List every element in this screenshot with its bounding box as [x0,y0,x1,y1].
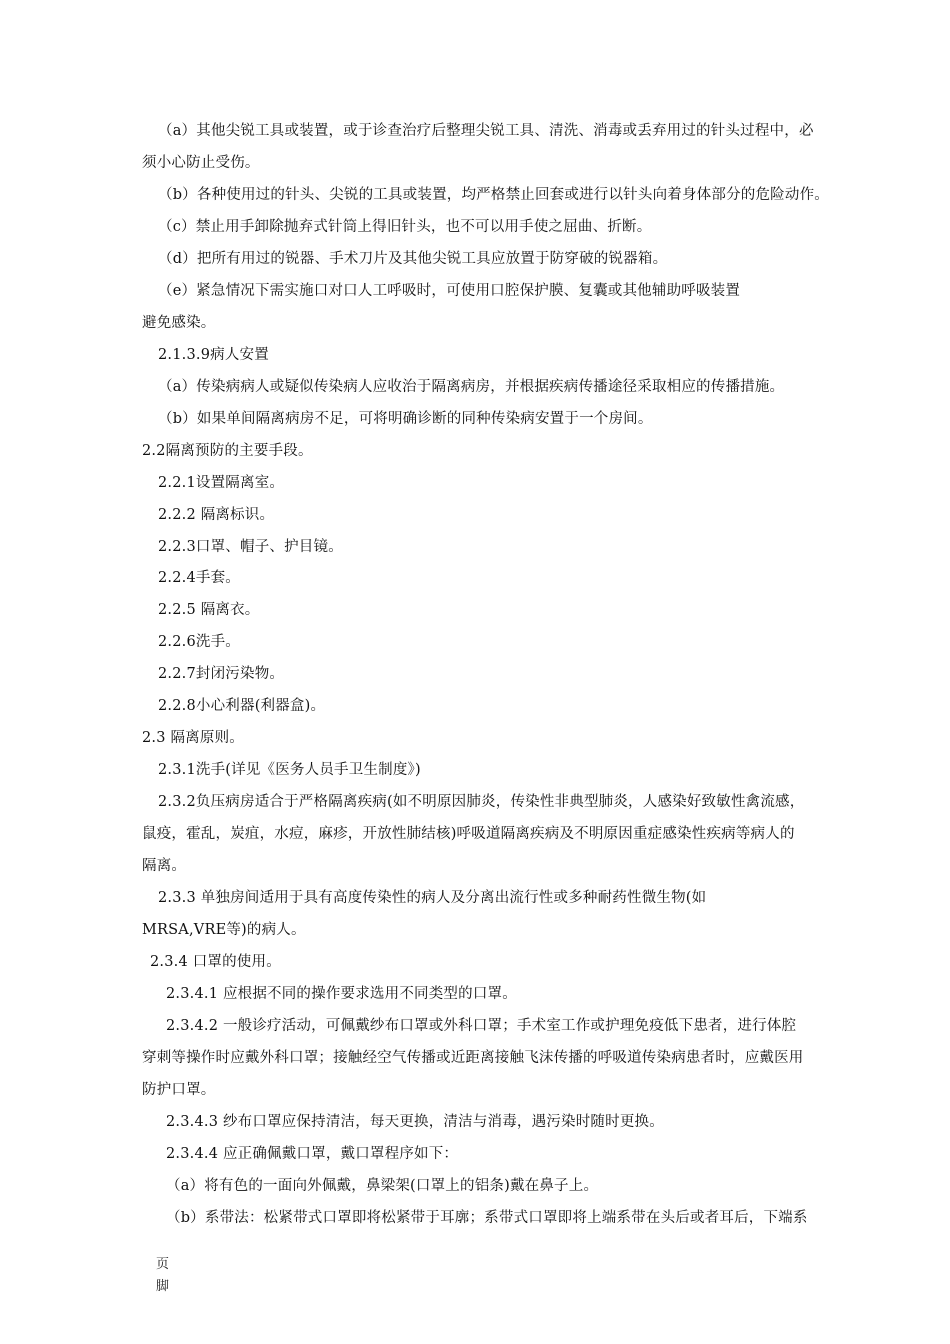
text-line: 避免感染。 [142,315,216,331]
text-line: MRSA,VRE等)的病人。 [142,922,306,938]
list-item: 2.2.7封闭污染物。 [158,666,285,682]
text-line: 鼠疫，霍乱，炭疽，水痘，麻疹，开放性肺结核)呼吸道隔离疾病及不明原因重症感染性疾病等病人的 [142,826,795,842]
list-item: 2.2.4手套。 [158,570,240,586]
text-line: 穿刺等操作时应戴外科口罩；接触经空气传播或近距离接触飞沫传播的呼吸道传染病患者时，应戴医用 [142,1050,804,1066]
text-line: 2.3.4.1 应根据不同的操作要求选用不同类型的口罩。 [166,986,517,1002]
list-item: 2.2.3口罩、帽子、护目镜。 [158,539,343,555]
text-line: 2.3.1洗手(详见《医务人员手卫生制度》) [158,762,421,778]
list-item: 2.2.6洗手。 [158,634,240,650]
text-line: 须小心防止受伤。 [142,155,260,171]
text-line: 防护口罩。 [142,1082,216,1098]
section-heading: 2.1.3.9病人安置 [158,347,269,363]
text-line: 2.3.2负压病房适合于严格隔离疾病(如不明原因肺炎，传染性非典型肺炎，人感染好致敏性禽流感， [158,794,805,810]
text-line: （a）其他尖锐工具或装置，或于诊查治疗后整理尖锐工具、清洗、消毒或丢弃用过的针头过程中，必 [158,123,814,139]
text-line: 2.3.4.2 一般诊疗活动，可佩戴纱布口罩或外科口罩；手术室工作或护理免疫低下患者，进行体腔 [166,1018,797,1034]
text-line: （b）各种使用过的针头、尖锐的工具或装置，均严格禁止回套或进行以针头向着身体部分的危险动作。 [158,187,829,203]
list-item: 2.2.1设置隔离室。 [158,475,285,491]
text-line: 2.3.4.4 应正确佩戴口罩，戴口罩程序如下： [166,1146,459,1162]
list-item: 2.2.8小心利器(利器盒)。 [158,698,326,714]
text-line: 隔离。 [142,858,187,874]
text-line: 2.3.3 单独房间适用于具有高度传染性的病人及分离出流行性或多种耐药性微生物(如 [158,890,707,906]
section-heading: 2.3.4 口罩的使用。 [150,954,281,970]
text-line: （b）系带法：松紧带式口罩即将松紧带于耳廓；系带式口罩即将上端系带在头后或者耳后，下端系 [166,1210,808,1226]
list-item: 2.2.2 隔离标识。 [158,507,275,523]
page-footer [156,1254,176,1298]
text-line: 2.3.4.3 纱布口罩应保持清洁，每天更换，清洁与消毒，遇污染时随时更换。 [166,1114,664,1130]
list-item: 2.2.5 隔离衣。 [158,602,260,618]
text-line: （c）禁止用手卸除抛弃式针筒上得旧针头，也不可以用手使之屈曲、折断。 [158,219,652,235]
footer-char: 脚 [156,1279,170,1294]
text-line: （a）将有色的一面向外佩戴，鼻梁架(口罩上的铝条)戴在鼻子上。 [166,1178,599,1194]
section-heading: 2.2隔离预防的主要手段。 [142,443,313,459]
text-line: （e）紧急情况下需实施口对口人工呼吸时，可使用口腔保护膜、复囊或其他辅助呼吸装置 [158,283,741,299]
footer-char: 页 [156,1257,170,1272]
text-line: （b）如果单间隔离病房不足，可将明确诊断的同种传染病安置于一个房间。 [158,411,653,427]
text-line: （a）传染病病人或疑似传染病人应收治于隔离病房，并根据疾病传播途径采取相应的传播措施。 [158,379,785,395]
section-heading: 2.3 隔离原则。 [142,730,244,746]
text-line: （d）把所有用过的锐器、手术刀片及其他尖锐工具应放置于防穿破的锐器箱。 [158,251,668,267]
